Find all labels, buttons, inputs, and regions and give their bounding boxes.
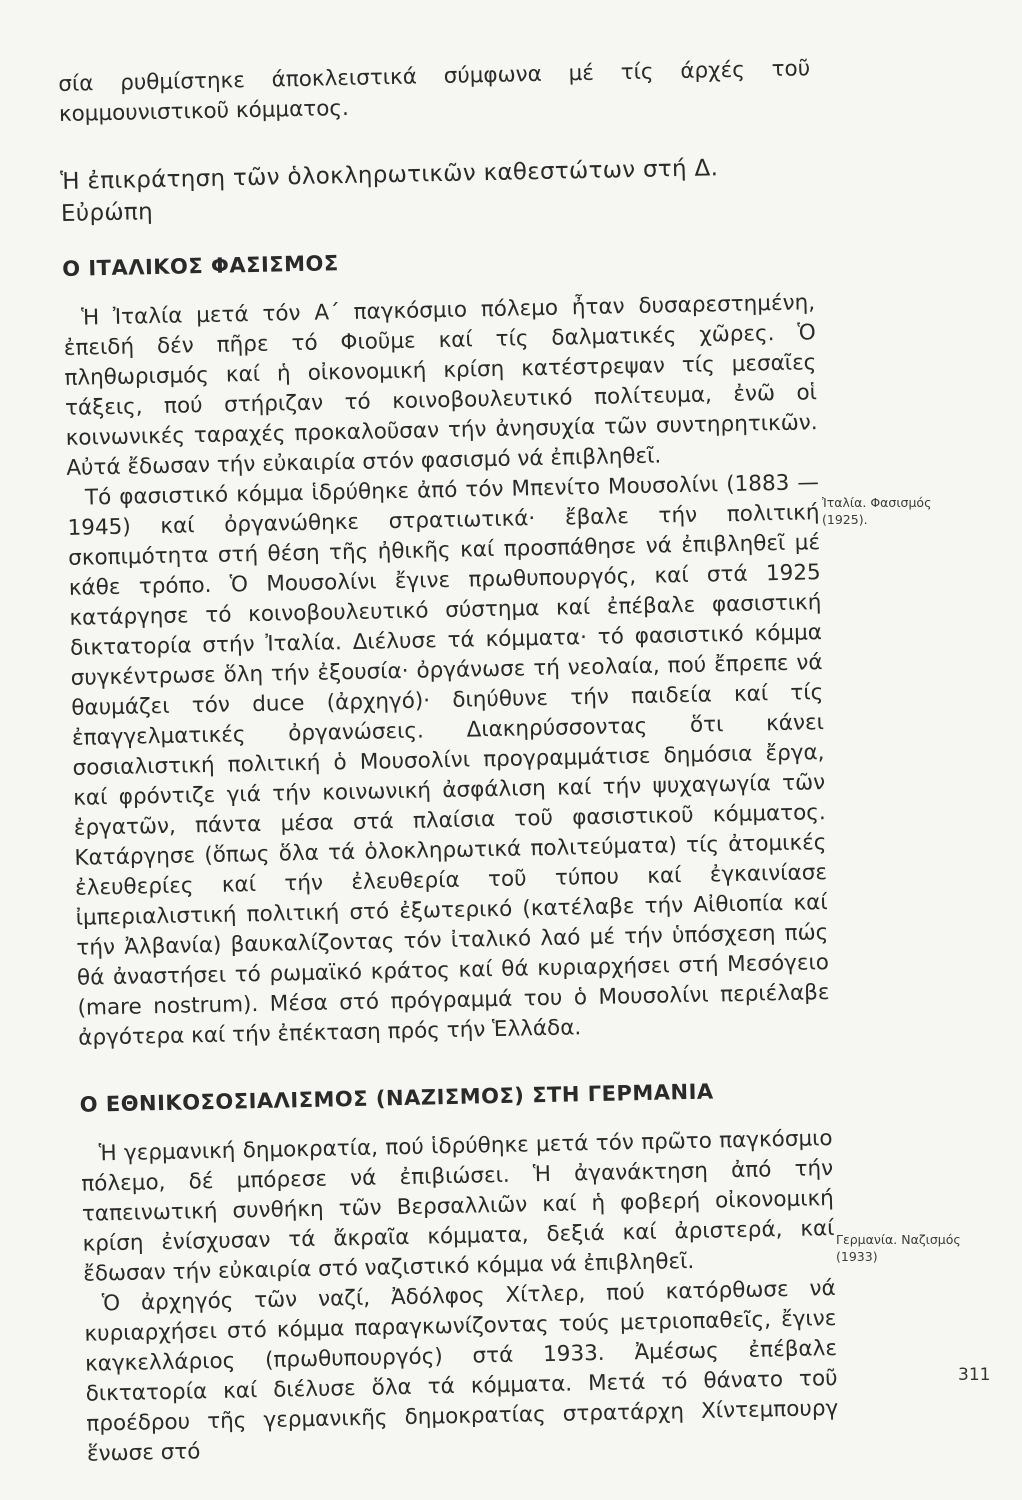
margin-note-italy xyxy=(822,494,992,528)
main-text-column xyxy=(58,54,839,1469)
body-paragraph: Ὁ ἀρχηγός τῶν ναζί, Ἀδόλφος Χίτλερ, πού κατόρθωσε νά κυριαρχήσει στό κόμμα παραγκωνίζοντας τούς μετριοπαθεῖς, ἔγινε καγκελλάριος (πρωθυπουργός) στά 1933. Ἀμέσως ἐπέβαλε δικτατορία καί διέλυσε ὅλα τά κόμματα. Μετά τό θάνατο τοῦ προέδρου τῆς γερμανικῆς δημοκρατίας στρατάρχη Χίντεμπουργ ἕνωσε στό xyxy=(84,1275,839,1467)
margin-note-line: (1933) xyxy=(836,1249,878,1264)
margin-note-line: (1925). xyxy=(822,512,868,527)
section-heading-nazism: Ο ΕΘΝΙΚΟΣΟΣΙΑΛΙΣΜΟΣ (ΝΑΖΙΣΜΟΣ) ΣΤΗ ΓΕΡΜΑΝΙΑ xyxy=(79,1079,714,1117)
body-paragraph: Ἡ Ἰταλία μετά τόν Α΄ παγκόσμιο πόλεμο ἦταν δυσαρεστημένη, ἐπειδή δέν πῆρε τό Φιοῦμε καί τίς δαλματικές χῶρες. Ὁ πληθωρισμός καί ἡ οἰκονομική κρίση κατέστρεψαν τίς μεσαῖες τάξεις, πού στήριζαν τό κοινοβουλευτικό πολίτευμα, ἐνῶ οἱ κοινωνικές ταραχές προκαλοῦσαν τήν ἀνησυχία τῶν συντηρητικῶν. Αὐτά ἔδωσαν τήν εὐκαιρία στόν φασισμό νά ἐπιβληθεῖ. xyxy=(63,290,818,481)
section-heading-italian-fascism: Ο ΙΤΑΛΙΚΟΣ ΦΑΣΙΣΜΟΣ xyxy=(61,251,339,281)
margin-note-line: Γερμανία. Ναζισμός xyxy=(836,1232,961,1247)
body-paragraph: Τό φασιστικό κόμμα ἱδρύθηκε ἀπό τόν Μπενίτο Μουσολίνι (1883 — 1945) καί ὀργανώθηκε στρατιωτικά· ἔβαλε τήν πολιτική σκοπιμότητα στή θέση τῆς ἠθικῆς καί προσπάθησε νά ἐπιβληθεῖ μέ κάθε τρόπο. Ὁ Μουσολίνι ἔγινε πρωθυπουργός, καί στά 1925 κατάργησε τό κοινοβουλευτικό σύστημα καί ἐπέβαλε φασιστική δικτατορία στήν Ἰταλία. Διέλυσε τά κόμματα· τό φασιστικό κόμμα συγκέντρωσε ὅλη τήν ἐξουσία· ὀργάνωσε τή νεολαία, πού ἔπρεπε νά θαυμάζει τόν duce (ἀρχηγό)· διηύθυνε τήν παιδεία καί τίς ἐπαγγελματικές ὀργανώσεις. Διακηρύσσοντας ὅτι κάνει σοσιαλιστική πολιτική ὁ Μουσολίνι προγραμμάτισε δημόσια ἔργα, καί φρόντιζε γιά τήν κοινωνική ἀσφάλιση καί τήν ψυχαγωγία τῶν ἐργατῶν, πάντα μέσα στά πλαίσια τοῦ φασιστικοῦ κόμματος. Κατάργησε (ὅπως ὅλα τά ὁλοκληρωτικά πολιτεύματα) τίς ἀτομικές ἐλευθερίες καί τήν ἐλευθερία τοῦ τύπου καί ἐγκαινίασε ἰμπεριαλιστική πολιτική στό ἐξωτερικό (κατέλαβε τήν Αἰθιοπία καί τήν Ἀλβανία) βαυκαλίζοντας τόν ἰταλικό λαό μέ τήν ὑπόσχεση πώς θά ἀναστήσει τό ρωμαϊκό κράτος καί θά κυριαρχήσει στή Μεσόγειο (mare nostrum). Μέσα στό πρόγραμμά του ὁ Μουσολίνι περιέλαβε ἀργότερα καί τήν ἐπέκταση πρός τήν Ἑλλάδα. xyxy=(67,470,830,1051)
margin-note-germany xyxy=(836,1231,1006,1265)
page-number: 311 xyxy=(958,1365,991,1385)
body-paragraph: Ἡ γερμανική δημοκρατία, πού ἱδρύθηκε μετά τόν πρῶτο παγκόσμιο πόλεμο, δέ μπόρεσε νά ἐπιβιώσει. Ἡ ἀγανάκτηση ἀπό τήν ταπεινωτική συνθήκη τῶν Βερσαλλιῶν καί ἡ φοβερή οἰκονομική κρίση ἐνίσχυσαν τά ἄκραῖα κόμματα, δεξιά καί ἀριστερά, καί ἔδωσαν τήν εὐκαιρία στό ναζιστικό κόμμα νά ἐπιβληθεῖ. xyxy=(81,1126,835,1287)
margin-note-line: Ἰταλία. Φασισμός xyxy=(822,495,932,510)
intro-paragraph: σία ρυθμίστηκε άποκλειστικά σύμφωνα μέ τίς άρχές τοῦ κομμουνιστικοῦ κόμματος. xyxy=(58,56,811,127)
topic-heading: Ἡ ἐπικράτηση τῶν ὁλοκληρωτικῶν καθεστώτων στή Δ. Εὐρώπη xyxy=(60,155,719,227)
